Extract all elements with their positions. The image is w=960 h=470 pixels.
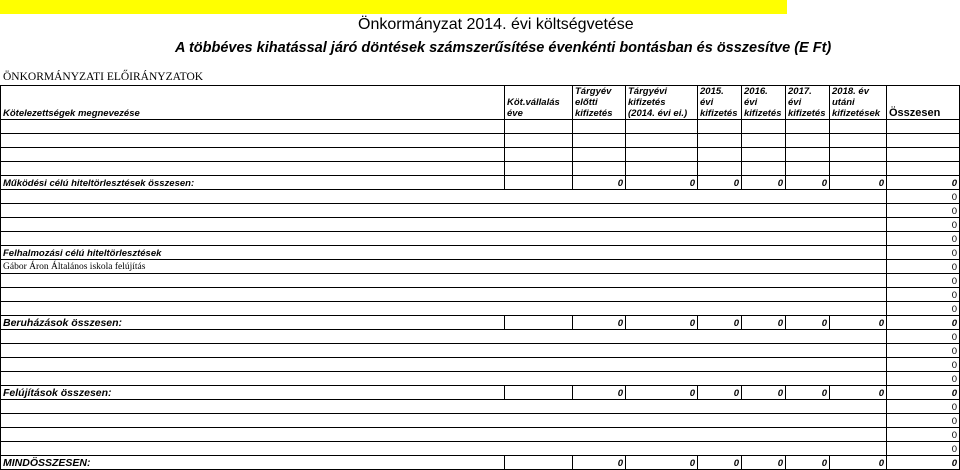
cell-value: 0 <box>887 414 960 428</box>
table-row <box>1 358 960 372</box>
cell-value: 0 <box>698 176 742 190</box>
table-row <box>1 246 960 260</box>
cell-value: 0 <box>626 316 698 330</box>
row-label: Felhalmozási célú hiteltörlesztések <box>1 246 887 260</box>
cell-value: 0 <box>573 176 626 190</box>
column-header: Kötelezettségek megnevezése <box>1 86 505 120</box>
commitments-table <box>0 85 960 470</box>
cell-value: 0 <box>887 274 960 288</box>
table-row <box>1 442 960 456</box>
highlight-band <box>0 0 787 14</box>
cell-value: 0 <box>887 218 960 232</box>
cell-value: 0 <box>887 246 960 260</box>
table-row <box>1 428 960 442</box>
cell-value: 0 <box>830 456 887 470</box>
column-header: Köt.vállalás éve <box>505 86 573 120</box>
cell-value: 0 <box>830 386 887 400</box>
column-header: 2015. évi kifizetés <box>698 86 742 120</box>
cell-value: 0 <box>887 176 960 190</box>
cell-value: 0 <box>573 316 626 330</box>
cell-value: 0 <box>887 302 960 316</box>
page-subtitle: A többéves kihatással járó döntések számszerűsítése évenkénti bontásban és összesítve (E Ft) <box>175 40 832 56</box>
cell-value: 0 <box>887 344 960 358</box>
table-row <box>1 344 960 358</box>
column-header: Tárgyév előtti kifizetés <box>573 86 626 120</box>
table-row <box>1 400 960 414</box>
cell-value: 0 <box>742 176 786 190</box>
row-label: Működési célú hiteltörlesztések összesen: <box>1 176 505 190</box>
cell-value: 0 <box>887 442 960 456</box>
cell-value: 0 <box>698 456 742 470</box>
cell-value: 0 <box>830 176 887 190</box>
cell-value: 0 <box>887 372 960 386</box>
cell-value: 0 <box>698 316 742 330</box>
cell-value: 0 <box>626 456 698 470</box>
table-row <box>1 302 960 316</box>
table-row <box>1 120 960 134</box>
table-row <box>1 148 960 162</box>
table-row-subtotal <box>1 176 960 190</box>
cell-value: 0 <box>573 386 626 400</box>
table-row <box>1 162 960 176</box>
cell-value: 0 <box>786 176 830 190</box>
cell-value: 0 <box>887 358 960 372</box>
cell-value: 0 <box>887 330 960 344</box>
table-row <box>1 372 960 386</box>
column-header: 2016. évi kifizetés <box>742 86 786 120</box>
cell-value: 0 <box>887 428 960 442</box>
table-row <box>1 288 960 302</box>
cell-value: 0 <box>786 386 830 400</box>
row-label: Gábor Áron Általános iskola felújítás <box>1 260 887 274</box>
table-row <box>1 218 960 232</box>
cell-value: 0 <box>786 316 830 330</box>
table-row <box>1 330 960 344</box>
table-header <box>1 86 960 120</box>
section-label: ÖNKORMÁNYZATI ELŐIRÁNYZATOK <box>3 71 204 83</box>
cell-value: 0 <box>626 176 698 190</box>
cell-value: 0 <box>887 204 960 218</box>
cell-value: 0 <box>887 232 960 246</box>
column-header: Tárgyévi kifizetés (2014. évi ei.) <box>626 86 698 120</box>
table-row-subtotal <box>1 386 960 400</box>
cell-value: 0 <box>887 400 960 414</box>
column-header: 2017. évi kifizetés <box>786 86 830 120</box>
table-row <box>1 260 960 274</box>
cell-value: 0 <box>830 316 887 330</box>
row-label: MINDÖSSZESEN: <box>1 456 505 470</box>
cell-value: 0 <box>887 288 960 302</box>
cell-value: 0 <box>742 386 786 400</box>
cell-value: 0 <box>887 190 960 204</box>
cell-value: 0 <box>573 456 626 470</box>
table-row-subtotal <box>1 316 960 330</box>
column-header: Összesen <box>887 86 960 120</box>
cell-value: 0 <box>887 260 960 274</box>
row-label: Beruházások összesen: <box>1 316 505 330</box>
table-row <box>1 204 960 218</box>
table-row <box>1 274 960 288</box>
page-title: Önkormányzat 2014. évi költségvetése <box>358 16 634 33</box>
table-row <box>1 134 960 148</box>
cell-value: 0 <box>742 456 786 470</box>
row-label: Felújítások összesen: <box>1 386 505 400</box>
table-row <box>1 232 960 246</box>
cell-value: 0 <box>626 386 698 400</box>
table-row-grand-total <box>1 456 960 470</box>
cell-value: 0 <box>887 386 960 400</box>
cell-value: 0 <box>786 456 830 470</box>
table-row <box>1 414 960 428</box>
cell-value: 0 <box>742 316 786 330</box>
column-header: 2018. év utáni kifizetések <box>830 86 887 120</box>
cell-value: 0 <box>698 386 742 400</box>
cell-value: 0 <box>887 456 960 470</box>
cell-value: 0 <box>887 316 960 330</box>
table-row <box>1 190 960 204</box>
